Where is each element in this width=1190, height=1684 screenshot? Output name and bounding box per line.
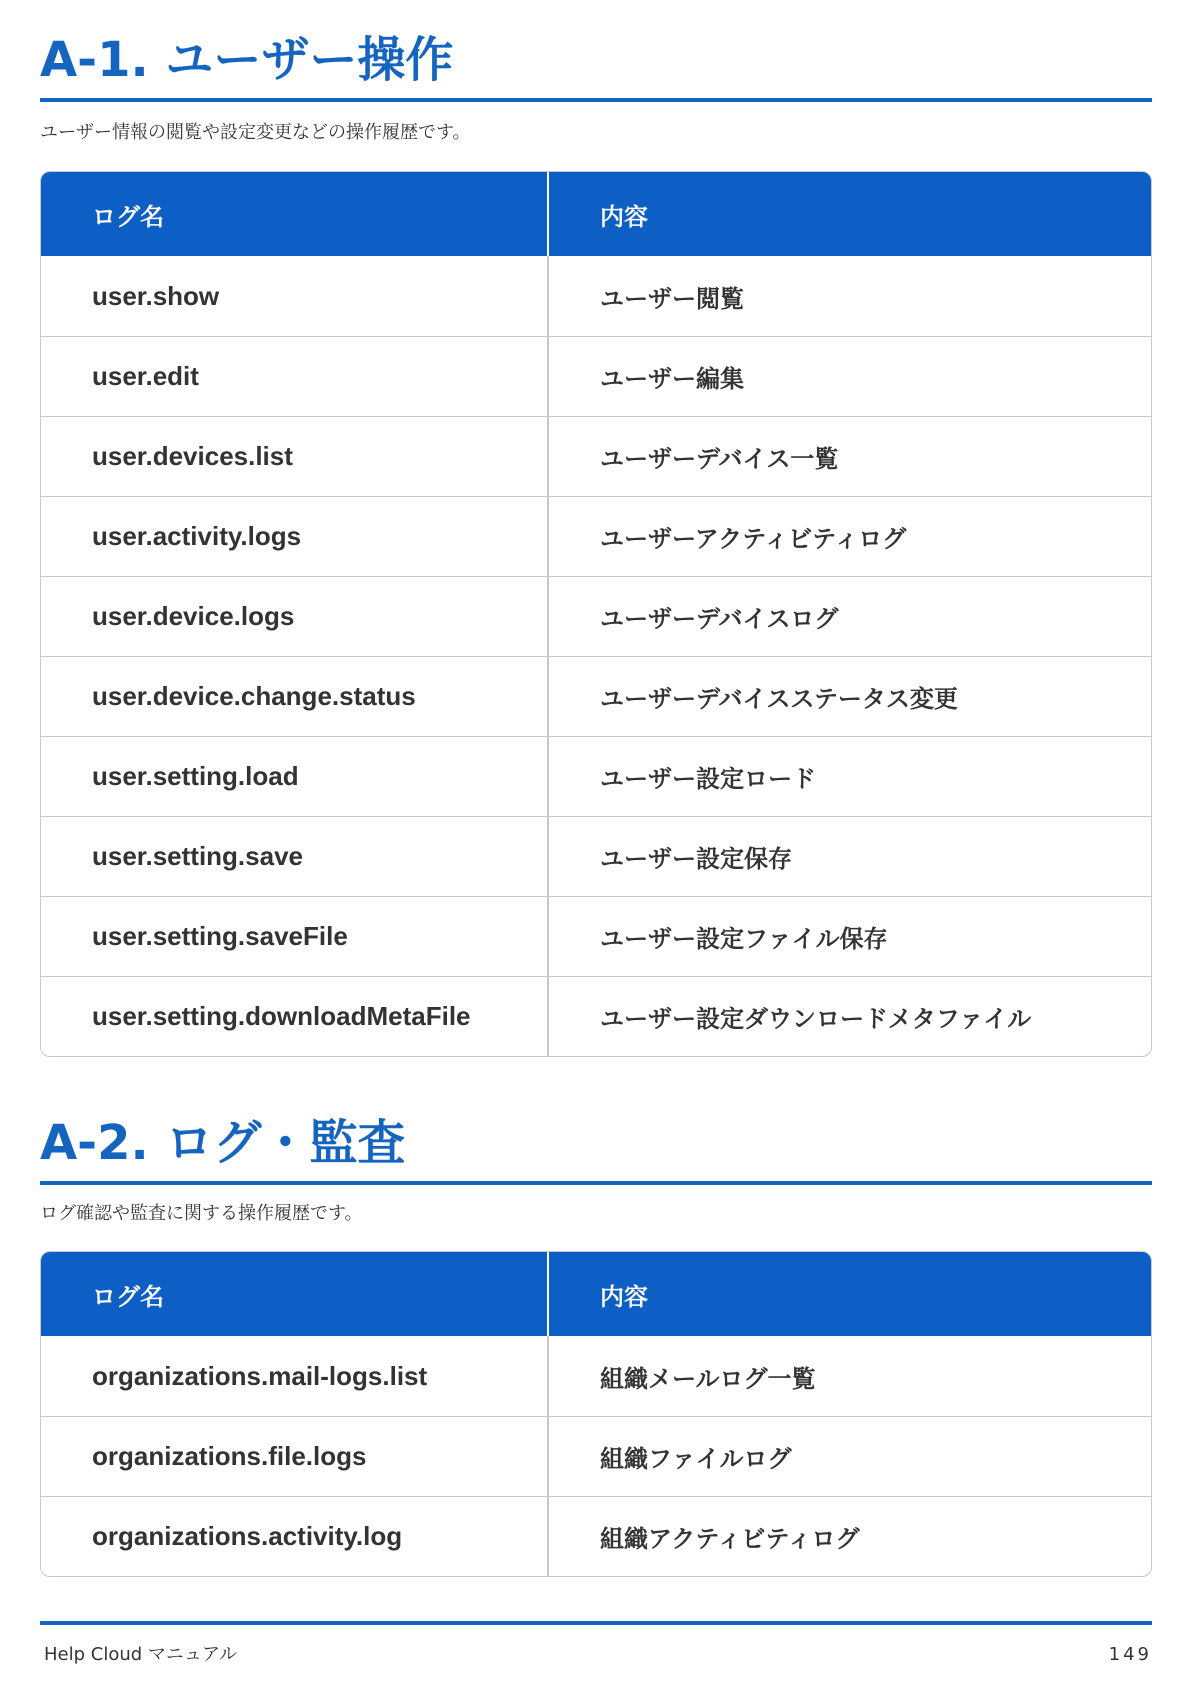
log-content-cell: ユーザーデバイスステータス変更 bbox=[600, 685, 958, 713]
log-name-cell: user.device.change.status bbox=[41, 657, 549, 736]
table-row bbox=[41, 656, 1151, 736]
section-title-a2: A-2. ログ・監査 bbox=[40, 1113, 1152, 1185]
table-row bbox=[41, 896, 1151, 976]
table-row bbox=[41, 976, 1151, 1056]
log-content-cell: 組織メールログ一覧 bbox=[600, 1364, 816, 1393]
table-row bbox=[41, 816, 1151, 896]
log-name-cell: organizations.mail-logs.list bbox=[41, 1336, 549, 1416]
log-name-cell: user.setting.save bbox=[41, 817, 549, 896]
section-description-a2: ログ確認や監査に関する操作履歴です。 bbox=[40, 1203, 363, 1224]
table-header bbox=[41, 1252, 1151, 1336]
column-header-log-name: ログ名 bbox=[41, 1252, 549, 1336]
log-content-cell: ユーザー設定ファイル保存 bbox=[600, 925, 888, 953]
table-row bbox=[41, 256, 1151, 336]
log-content-cell: ユーザー設定ダウンロードメタファイル bbox=[600, 1005, 1032, 1033]
table-row bbox=[41, 1416, 1151, 1496]
table-row bbox=[41, 576, 1151, 656]
table-header bbox=[41, 172, 1151, 256]
section-title-a1: A-1. ユーザー操作 bbox=[40, 30, 1152, 102]
log-name-cell: user.setting.load bbox=[41, 737, 549, 816]
log-content-cell: 組織ファイルログ bbox=[600, 1445, 792, 1473]
log-content-cell: ユーザーデバイスログ bbox=[600, 605, 839, 633]
log-name-cell: user.device.logs bbox=[41, 577, 549, 656]
column-header-content: 内容 bbox=[600, 202, 648, 231]
log-table-a2 bbox=[40, 1251, 1152, 1577]
log-name-cell: user.setting.downloadMetaFile bbox=[41, 977, 549, 1056]
footer-manual-title: Help Cloud マニュアル bbox=[44, 1644, 238, 1665]
table-row bbox=[41, 736, 1151, 816]
log-content-cell: ユーザー編集 bbox=[600, 365, 744, 393]
column-header-log-name: ログ名 bbox=[41, 172, 549, 256]
log-name-cell: user.activity.logs bbox=[41, 497, 549, 576]
log-table-a1 bbox=[40, 171, 1152, 1057]
table-row bbox=[41, 496, 1151, 576]
log-name-cell: organizations.file.logs bbox=[41, 1417, 549, 1496]
section-description-a1: ユーザー情報の閲覧や設定変更などの操作履歴です。 bbox=[40, 122, 471, 143]
log-name-cell: user.setting.saveFile bbox=[41, 897, 549, 976]
table-row bbox=[41, 1496, 1151, 1576]
log-content-cell: ユーザーアクティビティログ bbox=[600, 525, 907, 553]
log-name-cell: user.show bbox=[41, 256, 549, 336]
log-content-cell: ユーザー設定保存 bbox=[600, 845, 792, 873]
table-row bbox=[41, 1336, 1151, 1416]
log-content-cell: 組織アクティビティログ bbox=[600, 1525, 860, 1553]
footer-divider bbox=[40, 1621, 1152, 1625]
page-number: 149 bbox=[1108, 1644, 1152, 1665]
log-name-cell: organizations.activity.log bbox=[41, 1497, 549, 1576]
log-content-cell: ユーザー閲覧 bbox=[600, 284, 744, 313]
table-row bbox=[41, 336, 1151, 416]
log-content-cell: ユーザーデバイス一覧 bbox=[600, 445, 839, 473]
log-name-cell: user.devices.list bbox=[41, 417, 549, 496]
log-content-cell: ユーザー設定ロード bbox=[600, 765, 816, 793]
log-name-cell: user.edit bbox=[41, 337, 549, 416]
column-header-content: 内容 bbox=[600, 1282, 648, 1311]
table-row bbox=[41, 416, 1151, 496]
